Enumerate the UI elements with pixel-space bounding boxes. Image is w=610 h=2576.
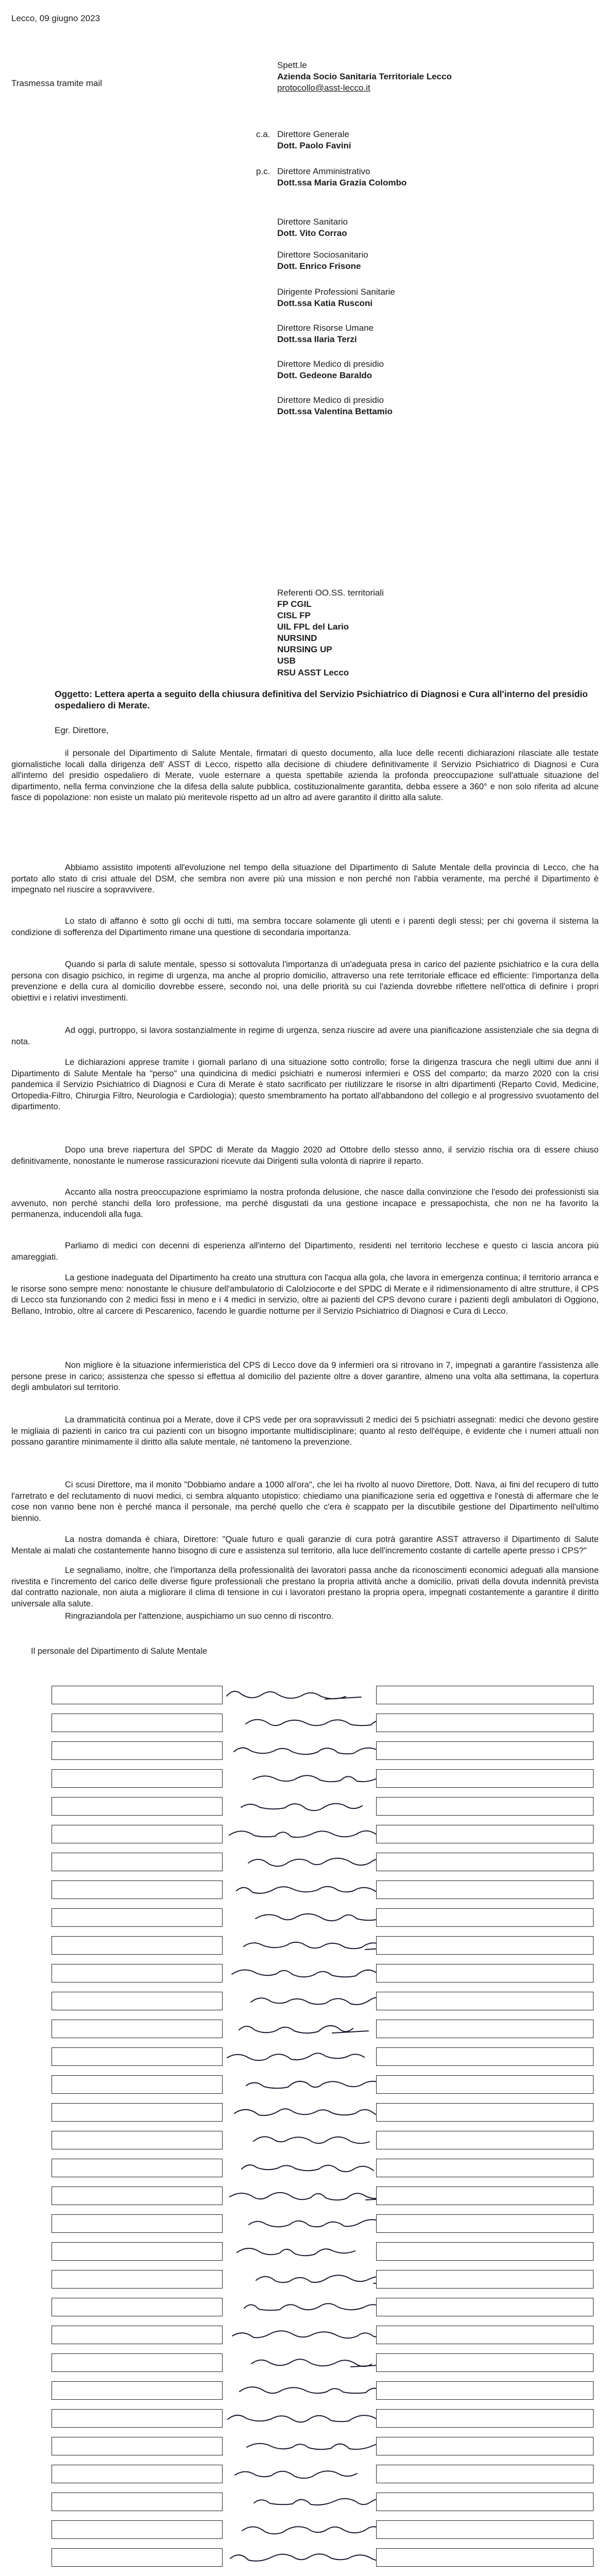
signature-stroke [251, 2359, 371, 2366]
signature-stroke [254, 2498, 393, 2505]
redaction-box-name [52, 2409, 223, 2428]
redaction-box-role [376, 1964, 594, 1982]
signature-row [31, 1684, 592, 1704]
redaction-box-name [52, 1880, 223, 1899]
redaction-box-name [52, 1936, 223, 1955]
redaction-box-name [52, 1797, 223, 1816]
redaction-box-name [52, 2075, 223, 2094]
body-paragraph: La nostra domanda è chiara, Direttore: "Quale futuro e quali garanzie di cura potrà garantire ASST attraverso il Dipartimento di Salute Mentale ai malati che costantemente hanno bisogno di cure e assistenza sul territorio, alla luce dell'incremento costante di cartelle aperte presso i CPS?" [11, 1535, 599, 1555]
redaction-box-role [376, 2187, 594, 2205]
redaction-box-name [52, 2465, 223, 2483]
unions-block [277, 587, 384, 667]
signature-stroke [227, 2053, 364, 2060]
rsu-recipient: RSU ASST Lecco [277, 668, 349, 677]
recipient-name: Dott.ssa Katia Rusconi [277, 298, 373, 308]
signature-stroke [246, 1720, 387, 1726]
redaction-box-role [376, 2353, 594, 2372]
signature-stroke [253, 2137, 369, 2143]
signature-header: Il personale del Dipartimento di Salute Mentale [31, 1647, 208, 1656]
unions-heading: Referenti OO.SS. territoriali [277, 588, 384, 598]
redaction-box-role [376, 1825, 594, 1843]
body-paragraph: Parliamo di medici con decenni di esperienza all'interno del Dipartimento, residenti nel territorio lecchese e questo ci lascia ancora più amareggiati. [11, 1241, 599, 1262]
redaction-box-role [376, 1992, 594, 2010]
redaction-box-role [376, 2465, 594, 2483]
recipient-entry [256, 216, 596, 239]
redaction-box-name [52, 1853, 223, 1871]
redaction-box-role [376, 2131, 594, 2149]
union-item: USB [277, 656, 296, 666]
redaction-box-role [376, 1936, 594, 1955]
signature-row [31, 2435, 592, 2455]
recipient-name: Dott. Gedeone Baraldo [277, 370, 372, 380]
signature-row [31, 1990, 592, 2010]
recipient-entry [256, 323, 596, 345]
redaction-box-role [376, 2437, 594, 2455]
redaction-box-name [52, 1908, 223, 1927]
recipient-entry [256, 129, 596, 151]
redaction-box-name [52, 2437, 223, 2455]
signature-row [31, 2018, 592, 2038]
signature-stroke [228, 2415, 394, 2422]
redaction-box-role [376, 1769, 594, 1788]
signature-row [31, 2101, 592, 2122]
redaction-box-name [52, 2298, 223, 2316]
redaction-box-name [52, 2020, 223, 2038]
redaction-box-role [376, 2493, 594, 2511]
body-paragraph: La drammaticità continua poi a Merate, dove il CPS vede per ora sopravvissuti 2 medici dei 5 psichiatri assegnati: medici che devono gestire le migliaia di pazienti in carico tra cui pazienti con un bisogno importante multidisciplinare; quanto al resto dell'équipe, è evidente che i numeri attuali non possano garantire minimamente il diritto alla salute mentale, né tantomeno la prevenzione. [11, 1415, 599, 1447]
body-paragraph: Le dichiarazioni apprese tramite i giornali parlano di una situazione sotto controllo; forse la dirigenza trascura che negli ultimi due anni il Dipartimento di Salute Mentale ha "perso" una quindicina di medici psichiatri e numerosi infermieri e OSS del comparto; da marzo 2020 con la crisi pandemica il Servizio Psichiatrico di Diagnosi e Cura di Merate è stato sacrificato per riutilizzare le risorse in altri dipartimenti (Reparto Covid, Medicine, Ortopedia-Filtro, Chirurgia Filtro, Neurologia e Cardiologia); questo smembramento ha portato all'abbandono del collegio e al progressivo svuotamento del dipartimento. [11, 1058, 599, 1111]
union-item: NURSING UP [277, 645, 332, 654]
redaction-box-role [376, 2159, 594, 2177]
signature-stroke [235, 2471, 357, 2478]
signature-row [31, 1934, 592, 1955]
signature-row [31, 2379, 592, 2400]
recipient-name: Dott.ssa Maria Grazia Colombo [277, 178, 407, 188]
signature-row [31, 2324, 592, 2344]
redaction-box-name [52, 2131, 223, 2149]
signature-row [31, 1739, 592, 1760]
recipient-role: Direttore Amministrativo [277, 166, 370, 176]
redaction-box-role [376, 1714, 594, 1732]
letter-greeting: Egr. Direttore, [55, 725, 109, 735]
redaction-box-name [52, 1992, 223, 2010]
body-paragraph: La gestione inadeguata del Dipartimento ha creato una struttura con l'acqua alla gola, che lavora in emergenza continua; il territorio arranca e le risorse sono sempre meno: nonostante le chiusure dell'ambulatorio di Calolziocorte e del SPDC di Merate e il ridimensionamento di altre strutture, il CPS di Lecco sta funzionando con 2 medici fissi in meno e i 4 medici in servizio, oltre ai pazienti del CPS devono curare i pazienti degli ambulatori di Oggiono, Bellano, Introbio, oltre al carcere di Pescarenico, facendo le guardie notturne per il Servizio Psichiatrico di Diagnosi e Cura di Lecco. [11, 1273, 599, 1316]
signature-row [31, 1767, 592, 1788]
redaction-box-role [376, 2075, 594, 2094]
signature-row [31, 2518, 592, 2539]
recipient-entry [256, 395, 596, 417]
signature-stroke [240, 2387, 384, 2393]
redaction-box-role [376, 2047, 594, 2066]
redaction-box-name [52, 2548, 223, 2567]
redaction-box-role [376, 2214, 594, 2233]
signature-stroke [232, 1970, 391, 1977]
signature-row [31, 1878, 592, 1899]
signature-stroke [244, 1942, 386, 1949]
body-paragraph: Dopo una breve riapertura del SPDC di Merate da Maggio 2020 ad Ottobre dello stesso anno, il servizio rischia ora di essere chiuso definitivamente, nonostante le numerose rassicurazioni ricevute dai Dirigenti sulla volontà di riaprire il reparto. [11, 1145, 599, 1166]
recipient-entry [256, 286, 596, 309]
union-item: NURSIND [277, 633, 317, 643]
signature-row [31, 2351, 592, 2372]
redaction-box-role [376, 1797, 594, 1816]
signature-row [31, 2407, 592, 2428]
redaction-box-name [52, 2353, 223, 2372]
signature-stroke [230, 2193, 386, 2200]
addressee-salutation: Spett.le [277, 60, 307, 70]
addressee-email-link[interactable]: protocollo@asst-lecco.it [277, 83, 370, 93]
signature-row [31, 2045, 592, 2066]
redaction-box-name [52, 1825, 223, 1843]
redaction-box-name [52, 2047, 223, 2066]
signature-row [31, 2490, 592, 2511]
recipient-name: Dott. Paolo Favini [277, 141, 351, 150]
letter-date: Lecco, 09 giugno 2023 [11, 13, 100, 23]
body-paragraph: Le segnaliamo, inoltre, che l'importanza della professionalità dei lavoratori passa anche da riconoscimenti economici adeguati alla mansione rivestita e l'incremento del carico delle diverse figure professionali che prestano la propria attività anche a domicilio, privati della dovuta indennità prevista dal contratto nazionale, non aiuta a migliorare il clima di tensione in cui i lavoratori prestano la propria opera, impegnati costantemente a garantire il diritto universale alla salute. [11, 1566, 599, 1608]
recipient-role: Direttore Sanitario [277, 217, 348, 227]
signature-stroke [241, 1804, 362, 1811]
recipient-name: Dott. Enrico Frisone [277, 261, 361, 271]
redaction-box-role [376, 2020, 594, 2038]
redaction-box-role [376, 2548, 594, 2567]
recipient-entry [256, 166, 596, 189]
recipient-entry [256, 249, 596, 272]
union-item: UIL FPL del Lario [277, 622, 349, 632]
signature-stroke [239, 2026, 353, 2033]
signature-row [31, 1851, 592, 1871]
signature-stroke [256, 1914, 379, 1921]
redaction-box-role [376, 1880, 594, 1899]
recipient-label: c.a. [256, 129, 270, 139]
redaction-box-name [52, 2187, 223, 2205]
signature-row [31, 2268, 592, 2289]
signature-stroke [234, 1748, 395, 1754]
redaction-box-role [376, 2381, 594, 2400]
body-paragraph: Quando si parla di salute mentale, spesso si sottovaluta l'importanza di un'adeguata presa in carico del paziente psichiatrico e la cura della persona con disagio psichico, in regime di urgenza, ma anche al proprio domicilio, attraverso una rete territoriale efficace ed efficiente: l'importanza della prevenzione e della cura al domicilio dovrebbe essere, secondo noi, una delle priorità su cui l'azienda dovrebbe riflettere nell'ottica di definire i propri obiettivi e i relativi investimenti. [11, 960, 599, 1003]
signature-row [31, 2240, 592, 2261]
redaction-box-name [52, 2159, 223, 2177]
recipient-label: p.c. [256, 166, 270, 176]
recipient-role: Direttore Medico di presidio [277, 359, 384, 369]
signature-row [31, 2463, 592, 2483]
redaction-box-name [52, 2214, 223, 2233]
redaction-box-name [52, 2326, 223, 2344]
redaction-box-name [52, 2520, 223, 2539]
recipient-role: Direttore Sociosanitario [277, 250, 368, 260]
addressee-block [277, 60, 597, 94]
recipient-name: Dott. Vito Corrao [277, 228, 347, 238]
signature-row [31, 1906, 592, 1927]
union-item: CISL FP [277, 611, 311, 620]
signature-row [31, 1711, 592, 1732]
signature-row [31, 2129, 592, 2149]
signature-stroke [242, 2165, 374, 2172]
redaction-box-name [52, 1964, 223, 1982]
signature-row [31, 2157, 592, 2177]
signature-row [31, 2073, 592, 2094]
body-paragraph: Non migliore è la situazione infermieristica del CPS di Lecco dove da 9 infermieri ora si ritrovano in 7, impegnati a garantire l'assistenza alle persone prese in carico; assistenza che spesso si effettua al domicilio del paziente oltre a dover garantire, almeno una volta alla settimana, la copertura degli ambulatori sul territorio. [11, 1361, 599, 1392]
recipient-role: Direttore Risorse Umane [277, 323, 374, 333]
union-item: FP CGIL [277, 599, 312, 609]
redaction-box-role [376, 2270, 594, 2289]
recipient-entry [256, 359, 596, 381]
signature-row [31, 1962, 592, 1982]
signature-stroke [227, 1691, 346, 1699]
body-paragraph: Lo stato di affanno è sotto gli occhi di tutti, ma sembra toccare solamente gli utenti e i parenti degli stessi; per chi governa il sistema la condizione di sofferenza del Dipartimento rimane una questione di secondaria importanza. [11, 917, 599, 937]
signature-underline [332, 2031, 368, 2033]
signature-row [31, 1795, 592, 1816]
redaction-box-role [376, 2409, 594, 2428]
signature-row [31, 1823, 592, 1843]
signature-row [31, 2184, 592, 2205]
redaction-box-name [52, 2493, 223, 2511]
body-paragraph: Ci scusi Direttore, ma il monito "Dobbiamo andare a 1000 all'ora", che lei ha rivolto al nuovo Direttore, Dott. Nava, ai fini del recupero di tutto l'arretrato e del reclutamento di nuovi medici, ci sembra alquanto utopistico: chiediamo una pianificazione seria ed oggettiva e l'onestà di affermare che le cose non vanno bene non è perché manca il personale, ma perché quello che c'era è scappato per la discutibile gestione del Dipartimento nell'ultimo biennio. [11, 1480, 599, 1523]
recipient-name: Dott.ssa Ilaria Terzi [277, 334, 357, 344]
redaction-box-role [376, 2326, 594, 2344]
signature-row [31, 2546, 592, 2567]
redaction-box-role [376, 2103, 594, 2122]
redaction-box-name [52, 1714, 223, 1732]
recipient-role: Direttore Generale [277, 129, 349, 139]
addressee-organization: Azienda Socio Sanitaria Territoriale Lecco [277, 72, 452, 81]
signature-stroke [256, 2275, 394, 2282]
redaction-box-name [52, 2103, 223, 2122]
redaction-box-role [376, 2520, 594, 2539]
recipient-role: Dirigente Professioni Sanitarie [277, 287, 395, 297]
body-paragraph: Accanto alla nostra preoccupazione esprimiamo la nostra profonda delusione, che nasce dalla convinzione che l'esodo dei professionisti sia avvenuto, non perché stanchi della loro professione, ma perché disgustati da una gestione incapace e pressapochista, che non ne ha favorito la permanenza, inducendoli alla fuga. [11, 1188, 599, 1219]
body-paragraph: Abbiamo assistito impotenti all'evoluzione nel tempo della situazione del Dipartimento di Salute Mentale della provincia di Lecco, che ha portato allo stato di crisi attuale del DSM, che sembra non avere più una mission e non perché non l'abbia veramente, ma perché il Dipartimento è impegnato nel riuscire a sopravvivere. [11, 863, 599, 894]
body-paragraph: il personale del Dipartimento di Salute Mentale, firmatari di questo documento, alla luce delle recenti dichiarazioni rilasciate alle testate giornalistiche locali dalla dirigenza dell' ASST di Lecco, rispetto alla decisione di chiudere definitivamente il Servizio Psichiatrico di Diagnosi e Cura all'interno del presidio ospedaliero di Merate, vuole esternare a questa spettabile azienda la profonda preoccupazione sull'attuale situazione del dipartimento, nella ferma convinzione che la difesa della salute pubblica, costituzionalmente garantita, debba essere a 360° e non solo riferita ad alcune fasce di popolazione: non esiste un malato più meritevole rispetto ad un altro ad avere garantito il diritto alla salute. [11, 749, 599, 802]
recipient-name: Dott.ssa Valentina Bettamio [277, 406, 393, 416]
letter-subject: Oggetto: Lettera aperta a seguito della chiusura definitiva del Servizio Psichiatrico di Diagnosi e Cura all'interno del presidio ospedaliero di Merate. [55, 689, 588, 710]
redaction-box-name [52, 2270, 223, 2289]
redaction-box-name [52, 1769, 223, 1788]
redaction-box-role [376, 1686, 594, 1704]
redaction-box-role [376, 1741, 594, 1760]
redaction-box-role [376, 1853, 594, 1871]
redaction-box-name [52, 1686, 223, 1704]
recipient-role: Direttore Medico di presidio [277, 395, 384, 405]
signature-row [31, 2212, 592, 2233]
signature-row [31, 2296, 592, 2316]
transmission-note: Trasmessa tramite mail [11, 78, 103, 88]
signature-row [31, 2574, 592, 2576]
redaction-box-name [52, 2242, 223, 2261]
redaction-box-name [52, 2381, 223, 2400]
redaction-box-role [376, 1908, 594, 1927]
closing-line: Ringraziandola per l'attenzione, auspichiamo un suo cenno di riscontro. [65, 1612, 334, 1621]
redaction-box-name [52, 1741, 223, 1760]
redaction-box-role [376, 2242, 594, 2261]
signature-stroke [237, 2248, 355, 2256]
redaction-box-role [376, 2298, 594, 2316]
signature-stroke [229, 1831, 377, 1837]
body-paragraph: Ad oggi, purtroppo, si lavora sostanzialmente in regime di urgenza, senza riuscire ad avere una pianificazione assistenziale che sia degna di nota. [11, 1026, 599, 1046]
